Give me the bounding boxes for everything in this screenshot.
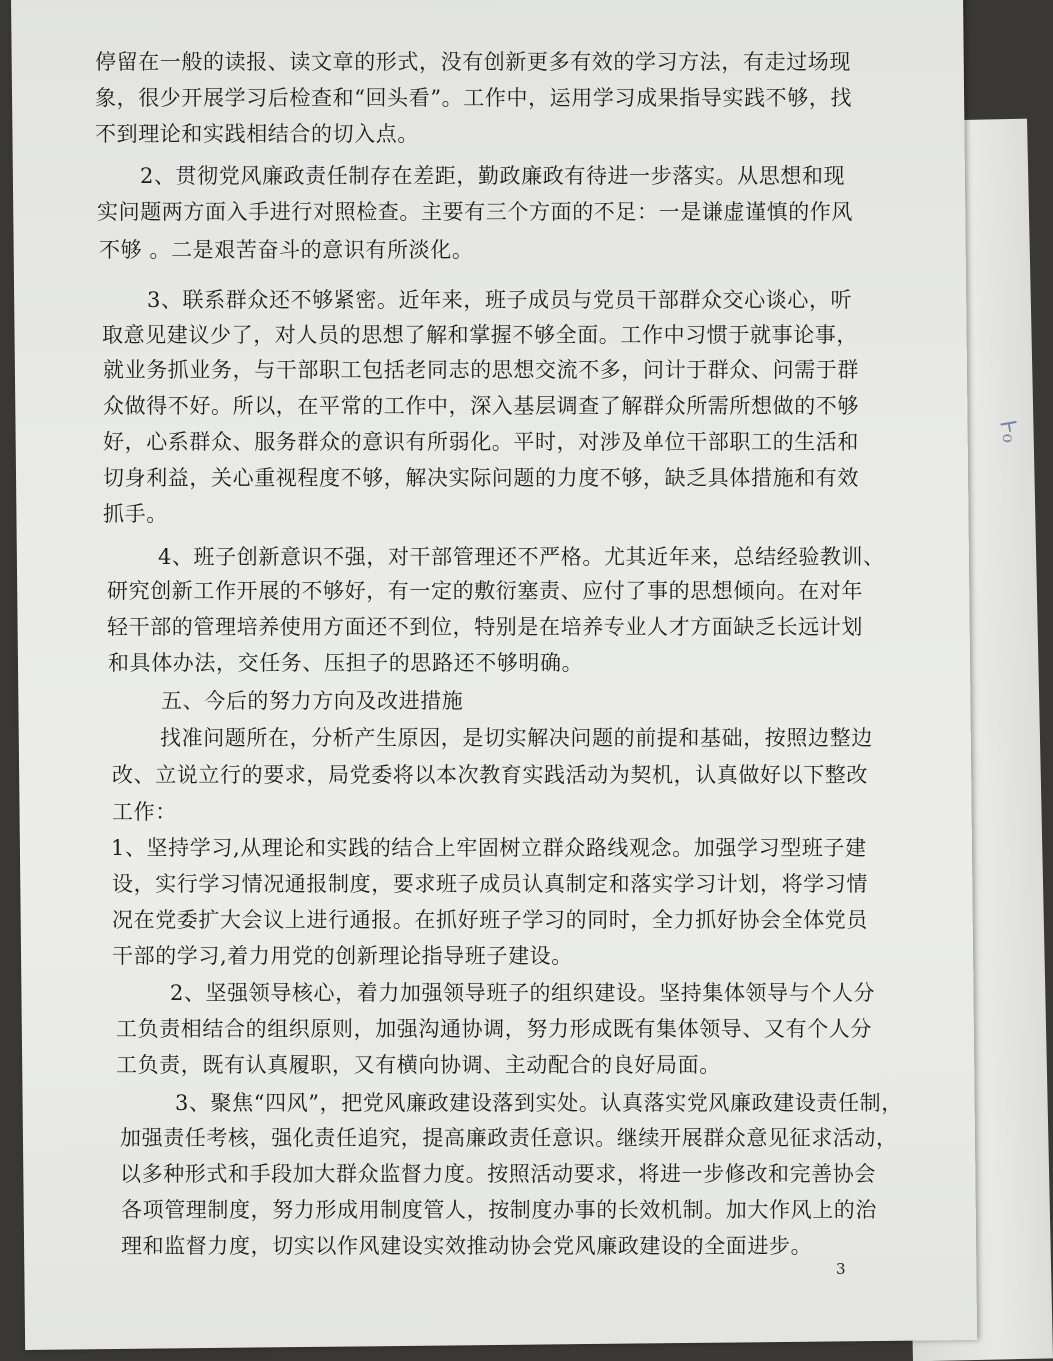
background-paper-mark: Ꮀℴ	[994, 419, 1023, 446]
text-line: 理和监督力度，切实以作风建设实效推动协会党风廉政建设的全面进步。	[121, 1234, 813, 1258]
text-line: 轻干部的管理培养使用方面还不到位，特别是在培养专业人才方面缺乏长远计划	[107, 615, 863, 639]
paragraph-start: 4、班子创新意识不强，对干部管理还不严格。尤其近年来，总结经验教训、	[158, 545, 885, 569]
text-line: 和具体办法，交任务、压担子的思路还不够明确。	[108, 651, 584, 675]
text-line: 加强责任考核，强化责任追究，提高廉政责任意识。继续开展群众意见征求活动，	[120, 1126, 898, 1150]
text-line: 研究创新工作开展的不够好，有一定的敷衍塞责、应付了事的思想倾向。在对年	[107, 579, 863, 603]
text-line: 干部的学习,着力用党的创新理论指导班子建设。	[112, 944, 573, 968]
paragraph-start: 找准问题所在，分析产生原因，是切实解决问题的前提和基础，按照边整边	[160, 726, 873, 750]
text-line: 好，心系群众、服务群众的意识有所弱化。平时，对涉及单位干部职工的生活和	[103, 430, 859, 454]
text-line: 工负责，既有认真履职，又有横向协调、主动配合的良好局面。	[116, 1053, 721, 1077]
paragraph-start: 3、联系群众还不够紧密。近年来，班子成员与党员干部群众交心谈心，听	[147, 288, 853, 312]
paragraph-start: 2、贯彻党风廉政责任制存在差距，勤政廉政有待进一步落实。从思想和现	[140, 164, 846, 188]
text-line: 不到理论和实践相结合的切入点。	[95, 122, 419, 146]
text-line: 取意见建议少了，对人员的思想了解和掌握不够全面。工作中习惯于就事论事，	[102, 323, 858, 347]
text-line: 以多种形式和手段加大群众监督力度。按照活动要求，将进一步修改和完善协会	[120, 1162, 876, 1186]
paragraph-start: 3、聚焦“四风”，把党风廉政建设落到实处。认真落实党风廉政建设责任制，	[175, 1091, 903, 1115]
text-line: 抓手。	[103, 502, 168, 526]
text-line: 工负责相结合的组织原则，加强沟通协调，努力形成既有集体领导、又有个人分	[116, 1017, 872, 1041]
text-line: 实问题两方面入手进行对照检查。主要有三个方面的不足：一是谦虚谨慎的作风	[97, 200, 853, 224]
text-line: 停留在一般的读报、读文章的形式，没有创新更多有效的学习方法，有走过场现	[95, 50, 851, 74]
paragraph-start: 1、坚持学习,从理论和实践的结合上牢固树立群众路线观念。加强学习型班子建	[111, 836, 867, 860]
page-number: 3	[836, 1260, 847, 1278]
text-line: 设，实行学习情况通报制度，要求班子成员认真制定和落实学习计划，将学习情	[112, 872, 868, 896]
paragraph-start: 2、坚强领导核心，着力加强领导班子的组织建设。坚持集体领导与个人分	[170, 981, 876, 1005]
text-line: 众做得不好。所以，在平常的工作中，深入基层调查了解群众所需所想做的不够	[103, 394, 859, 418]
text-line: 象，很少开展学习后检查和“回头看”。工作中，运用学习成果指导实践不够，找	[95, 86, 853, 110]
section-heading: 五、今后的努力方向及改进措施	[161, 689, 464, 713]
text-line: 各项管理制度，努力形成用制度管人，按制度办事的长效机制。加大作风上的治	[121, 1198, 877, 1222]
text-line: 就业务抓业务，与干部职工包括老同志的思想交流不多，问计于群众、问需于群	[103, 358, 859, 382]
text-line: 切身利益，关心重视程度不够，解决实际问题的力度不够，缺乏具体措施和有效	[103, 466, 859, 490]
text-line: 工作：	[112, 800, 177, 824]
text-line: 况在党委扩大会议上进行通报。在抓好班子学习的同时，全力抓好协会全体党员	[112, 908, 868, 932]
text-line: 不够 。二是艰苦奋斗的意识有所淡化。	[99, 238, 474, 262]
text-line: 改、立说立行的要求，局党委将以本次教育实践活动为契机，认真做好以下整改	[112, 763, 868, 787]
